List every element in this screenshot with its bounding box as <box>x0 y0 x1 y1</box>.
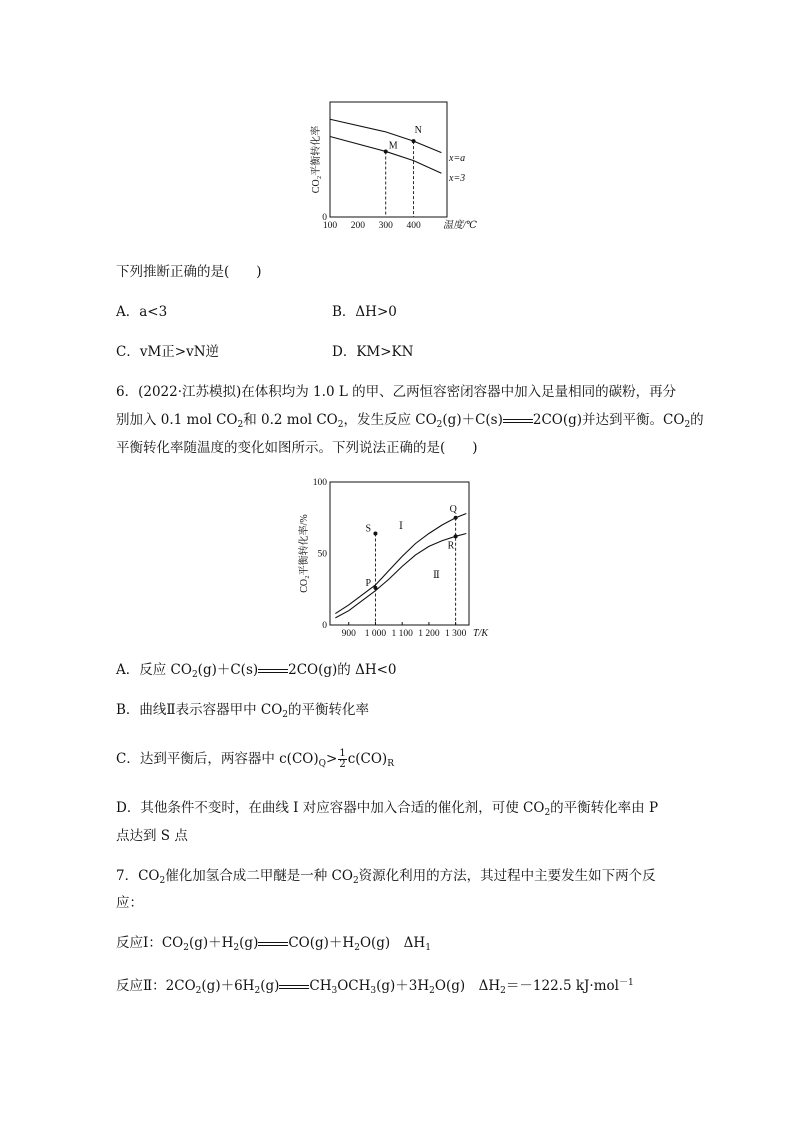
x-tick-label: 1 000 <box>364 629 387 639</box>
data-point <box>454 516 458 520</box>
y-tick-label: 0 <box>322 213 327 223</box>
y-tick-label: 50 <box>317 549 327 560</box>
x-tick-label: 400 <box>406 221 421 231</box>
chart-2 <box>295 475 505 640</box>
q6-line-1: 6．(2022·江苏模拟)在体积均为 1.0 L 的甲、乙两恒容密闭容器中加入足量相同的碳粉，再分 <box>116 384 677 400</box>
x-axis-label: 温度/℃ <box>443 220 477 231</box>
q7-line-2: 应： <box>116 895 143 911</box>
equilibrium-arrow-icon <box>258 940 288 948</box>
series-label: Ⅰ <box>399 521 403 532</box>
q5-option-a[interactable]: A．a<3 <box>116 304 168 320</box>
point-label: Q <box>449 503 457 515</box>
x-tick-label: 300 <box>378 221 393 231</box>
q7-line-1: 7．$CO_2$催化加氢合成二甲醚是一种 $CO_2$资源化利用的方法，其过程中主要发生如下两个反 <box>116 868 656 886</box>
x-tick-label: 200 <box>350 221 365 231</box>
series-label: x=a <box>449 153 466 164</box>
x-tick-label: 1 100 <box>391 629 413 639</box>
data-point <box>373 531 377 535</box>
x-tick-label: 1 200 <box>418 629 440 639</box>
q5-option-d[interactable]: D．KM>KN <box>332 344 414 360</box>
q6-option-d-line-1[interactable]: D．其他条件不变时，在曲线 Ⅰ 对应容器中加入合适的催化剂，可使 $CO_2$的平衡转化率由 P <box>116 800 659 818</box>
q5-stem: 下列推断正确的是( ) <box>116 264 262 280</box>
x-tick-label: 1 300 <box>444 629 467 639</box>
point-label: N <box>414 125 422 137</box>
y-tick-label: 100 <box>312 478 327 488</box>
equilibrium-arrow-icon <box>503 417 533 425</box>
y-tick-label: 0 <box>322 621 327 631</box>
x-tick-label: 100 <box>322 221 338 231</box>
chart-2-svg <box>295 475 505 640</box>
data-point <box>384 149 388 153</box>
data-point <box>454 534 458 538</box>
q7-reaction-1: 反应Ⅰ：$CO_2(g)+H_2(g)$ $CO(g)+H_2O(g)$ $\Delta H_1$ <box>116 935 431 953</box>
q6-option-c[interactable]: C．达到平衡后，两容器中 $c(CO)_Q>$ $\frac{1}{2}$ $c(CO)_R$ <box>116 748 394 770</box>
point-label: R <box>447 540 455 552</box>
chart-1-svg <box>300 95 500 245</box>
q6-option-d-line-2[interactable]: 点达到 S 点 <box>116 828 188 844</box>
plot-frame <box>330 102 447 217</box>
x-axis-label: T/K <box>473 628 489 639</box>
q7-reaction-2: 反应Ⅱ：$2CO_2(g)+6H_2(g)$ $CH_3OCH_3(g)+3H_2O(g)$ $\Delta H_2=-122.5$ kJ·mol$^{-1}$ <box>116 978 634 996</box>
q6-line-3: 平衡转化率随温度的变化如图所示。下列说法正确的是( ) <box>116 440 478 456</box>
x-tick-label: 900 <box>341 629 356 639</box>
data-point <box>412 139 416 143</box>
y-axis-label: CO₂平衡转化率/% <box>299 514 310 593</box>
fraction: $\frac{1}{2}$ <box>339 748 346 770</box>
q6-option-a[interactable]: A．反应 $CO_2(g)+C(s)$ 2CO(g)的 ΔH<0 <box>116 662 397 680</box>
q5-option-c[interactable]: C．vM正>vN逆 <box>116 344 220 360</box>
series-line <box>330 119 441 152</box>
point-label: P <box>365 577 372 589</box>
equilibrium-arrow-icon <box>258 667 288 675</box>
equilibrium-arrow-icon <box>279 983 309 991</box>
point-label: S <box>365 523 372 535</box>
y-axis-label: CO₂平衡转化率 <box>311 125 322 194</box>
q6-option-b[interactable]: B．曲线Ⅱ表示容器甲中 $CO_2$的平衡转化率 <box>116 702 370 720</box>
data-point <box>373 586 377 590</box>
q6-line-2: 别加入 0.1 mol $CO_2$和 0.2 mol $CO_2$，发生反应 $CO_2(g)+C(s)$ 2CO(g)并达到平衡。$CO_2$的 <box>116 412 704 430</box>
point-label: M <box>388 140 398 152</box>
chart-1 <box>300 95 500 245</box>
series-label: x=3 <box>449 173 466 184</box>
q5-option-b[interactable]: B．ΔH>0 <box>332 304 397 320</box>
series-label: Ⅱ <box>433 570 440 581</box>
